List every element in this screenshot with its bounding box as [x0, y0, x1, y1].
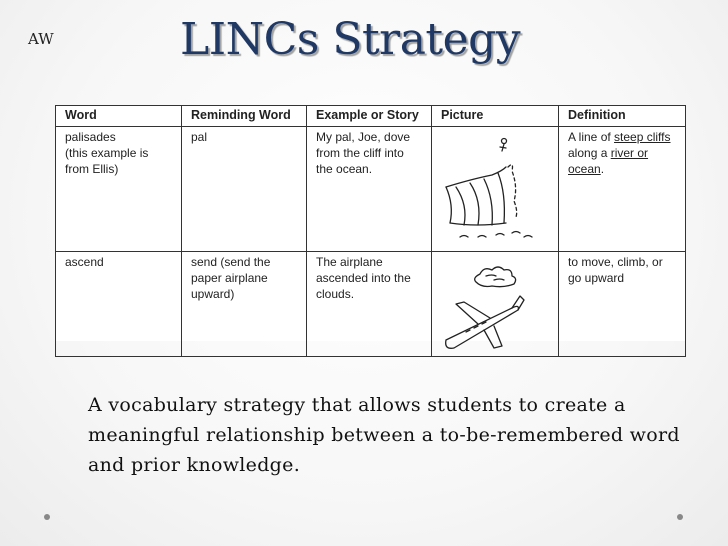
example-line: from the cliff into: [316, 146, 404, 160]
header-picture: Picture: [432, 106, 559, 127]
cell-definition: [559, 127, 686, 252]
lincs-table: [55, 105, 685, 341]
cell-word: [56, 252, 182, 357]
airplane-clouds-sketch-icon: [432, 252, 557, 352]
table-row: [56, 252, 686, 357]
example-line: the ocean.: [316, 162, 373, 176]
definition-link-steep-cliffs[interactable]: steep cliffs: [614, 130, 671, 144]
example-line: ascended into the: [316, 271, 411, 285]
cell-example: [307, 252, 432, 357]
reminding-line: pal: [191, 130, 208, 144]
reminding-line: send (send the: [191, 255, 271, 269]
reminding-line: paper airplane: [191, 271, 268, 285]
word-line: palisades: [65, 130, 116, 144]
definition-line: [568, 129, 676, 145]
cliff-dive-sketch-icon: [432, 127, 557, 247]
word-line: from Ellis): [65, 162, 119, 176]
header-word: Word: [56, 106, 182, 127]
cell-word: [56, 127, 182, 252]
definition-text: along a: [568, 146, 611, 160]
definition-line: go upward: [568, 271, 625, 285]
definition-link-river-or[interactable]: river or: [610, 146, 649, 160]
cell-reminding-word: [182, 127, 307, 252]
definition-text: A line of: [568, 130, 615, 144]
definition-line: [568, 161, 676, 177]
cell-reminding-word: [182, 252, 307, 357]
table-row: [56, 127, 686, 252]
corner-dot: [677, 514, 683, 520]
word-line: (this example is: [65, 146, 149, 160]
cell-example: [307, 127, 432, 252]
word-line: ascend: [65, 255, 104, 269]
example-line: clouds.: [316, 287, 355, 301]
header-example: Example or Story: [307, 106, 432, 127]
definition-line: [568, 145, 676, 161]
author-initials: AW: [28, 30, 54, 48]
corner-dot: [44, 514, 50, 520]
cell-picture: [432, 252, 559, 357]
slide-title: LINCs Strategy: [180, 14, 521, 65]
strategy-description: A vocabulary strategy that allows students to create a meaningful relationship between a to-be-remembered word and prior knowledge.: [88, 394, 680, 476]
header-definition: Definition: [559, 106, 686, 127]
reminding-line: upward): [191, 287, 235, 301]
definition-link-ocean[interactable]: ocean: [568, 162, 601, 176]
example-line: The airplane: [316, 255, 383, 269]
definition-text: .: [600, 162, 605, 176]
header-reminding-word: Reminding Word: [182, 106, 307, 127]
table-header-row: [56, 106, 686, 127]
cell-picture: [432, 127, 559, 252]
cell-definition: [559, 252, 686, 357]
example-line: My pal, Joe, dove: [316, 130, 411, 144]
definition-line: to move, climb, or: [568, 255, 663, 269]
